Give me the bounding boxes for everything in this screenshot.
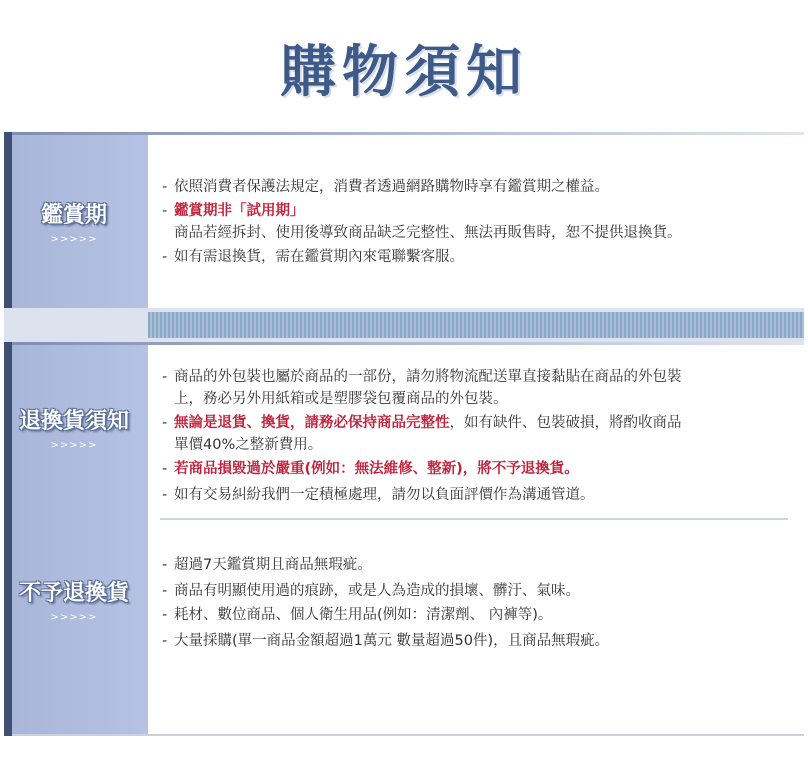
list-item: - 耗材、數位商品、個人衛生用品(例如：清潔劑、 內褲等)。 xyxy=(162,607,553,623)
panel-edge xyxy=(4,342,12,736)
list-item: - 如有需退換貨，需在鑑賞期內來電聯繫客服。 xyxy=(162,249,464,265)
page-title: 購物須知 xyxy=(280,40,528,105)
list-item-continuation: 商品若經拆封、使用後導致商品缺乏完整性、無法再販售時，恕不提供退換貨。 xyxy=(174,225,682,241)
section-sidebar xyxy=(12,342,148,736)
list-item: - 鑑賞期非「試用期」 xyxy=(162,203,305,219)
list-item-continuation: 單價40%之整新費用。 xyxy=(174,437,323,453)
panel-top-border xyxy=(12,342,804,345)
section-appreciation-period xyxy=(4,132,804,310)
section-divider xyxy=(160,518,788,520)
section-arrows: >>>>> xyxy=(50,612,98,623)
list-item: - 無論是退貨、換貨，請務必保持商品完整性，如有缺件、包裝破損，將酌收商品 xyxy=(162,415,682,431)
list-item: - 大量採購(單一商品金額超過1萬元 數量超過50件)，且商品無瑕疵。 xyxy=(162,633,610,649)
section-label: 鑑賞期 xyxy=(40,203,107,228)
list-item: - 商品有明顯使用過的痕跡，或是人為造成的損壞、髒汙、氣味。 xyxy=(162,583,580,599)
section-separator xyxy=(4,308,804,342)
panel-top-border xyxy=(12,132,804,135)
separator-stripes xyxy=(148,312,804,338)
list-item: - 超過7天鑑賞期且商品無瑕疵。 xyxy=(162,557,372,573)
list-item: - 如有交易糾紛我們一定積極處理，請勿以負面評價作為溝通管道。 xyxy=(162,487,595,503)
section-arrows: >>>>> xyxy=(50,440,98,451)
list-item: - 依照消費者保護法規定，消費者透過網路購物時享有鑑賞期之權益。 xyxy=(162,179,609,195)
list-item: - 若商品損毀過於嚴重(例如：無法維修、整新)，將不予退換貨。 xyxy=(162,461,579,477)
section-label: 退換貨須知 xyxy=(18,409,129,434)
section-label: 不予退換貨 xyxy=(18,581,129,606)
list-item: - 商品的外包裝也屬於商品的一部份，請勿將物流配送單直接黏貼在商品的外包裝 xyxy=(162,369,682,385)
panel-bottom-border xyxy=(12,734,804,736)
list-item-continuation: 上，務必另外用紙箱或是塑膠袋包覆商品的外包裝。 xyxy=(174,391,508,407)
section-arrows: >>>>> xyxy=(50,234,98,245)
